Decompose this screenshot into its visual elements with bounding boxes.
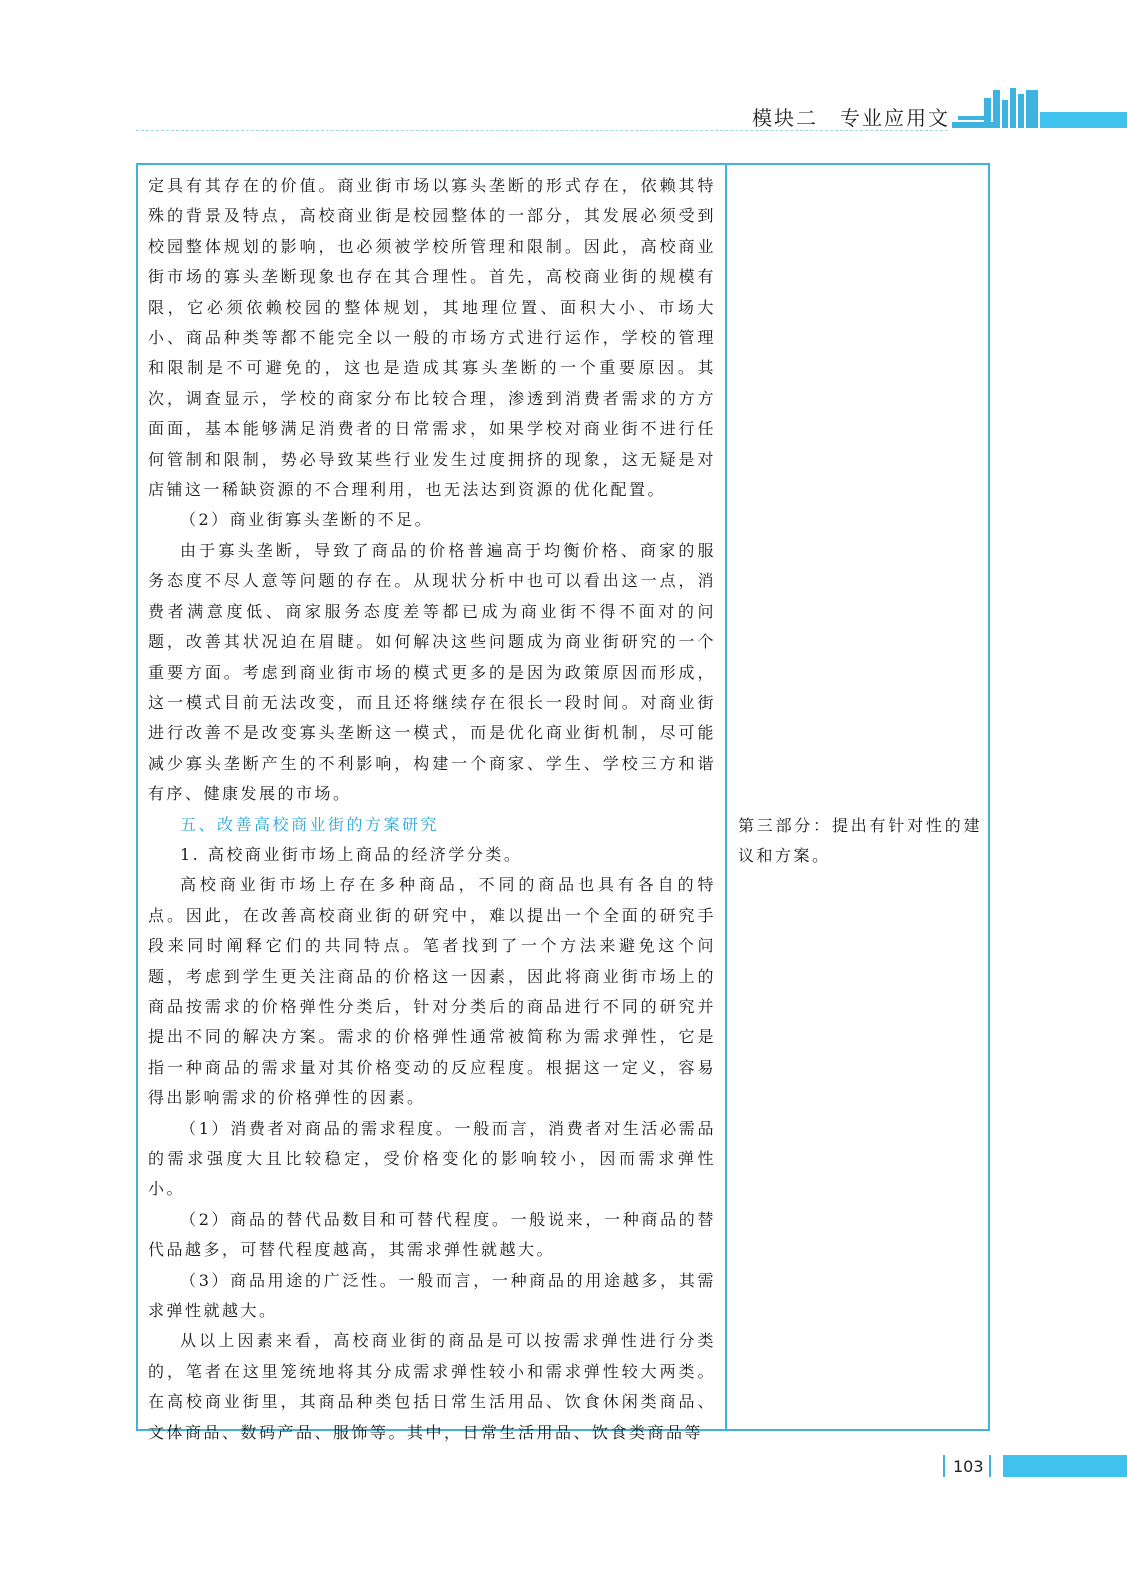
- paragraph: 定具有其存在的价值。商业街市场以寡头垄断的形式存在，依赖其特殊的背景及特点，高校商业街是校园整体的一部分，其发展必须受到校园整体规划的影响，也必须被学校所管理和限制。因此，高校商业街市场的寡头垄断现象也存在其合理性。首先，高校商业街的规模有限，它必须依赖校园的整体规划，其地理位置、面积大小、市场大小、商品种类等都不能完全以一般的市场方式进行运作，学校的管理和限制是不可避免的，这也是造成其寡头垄断的一个重要原因。其次，调查显示，学校的商家分布比较合理，渗透到消费者需求的方方面面，基本能够满足消费者的日常需求，如果学校对商业街不进行任何管制和限制，势必导致某些行业发生过度拥挤的现象，这无疑是对店铺这一稀缺资源的不合理利用，也无法达到资源的优化配置。: [148, 176, 716, 500]
- list-item: （2）商品的替代品数目和可替代程度。一般说来，一种商品的替代品越多，可替代程度越高，其需求弹性就越大。: [148, 1209, 716, 1260]
- paragraph: 高校商业街市场上存在多种商品，不同的商品也具有各自的特点。因此，在改善高校商业街的研究中，难以提出一个全面的研究手段来同时阐释它们的共同特点。笔者找到了一个方法来避免这个问题，考虑到学生更关注商品的价格这一因素，因此将商业街市场上的商品按需求的价格弹性分类后，针对分类后的商品进行不同的研究并提出不同的解决方案。需求的价格弹性通常被简称为需求弹性，它是指一种商品的需求量对其价格变动的反应程度。根据这一定义，容易得出影响需求的价格弹性的因素。: [148, 875, 716, 1108]
- paragraph: 由于寡头垄断，导致了商品的价格普遍高于均衡价格、商家的服务态度不尽人意等问题的存在。从现状分析中也可以看出这一点，消费者满意度低、商家服务态度差等都已成为商业街不得不面对的问题，改善其状况迫在眉睫。如何解决这些问题成为商业街研究的一个重要方面。考虑到商业街市场的模式更多的是因为政策原因而形成，这一模式目前无法改变，而且还将继续存在很长一段时间。对商业街进行改善不是改变寡头垄断这一模式，而是优化商业街机制，尽可能减少寡头垄断产生的不利影响，构建一个商家、学生、学校三方和谐有序、健康发展的市场。: [148, 540, 716, 804]
- column-divider: [725, 163, 727, 1431]
- main-column: [148, 171, 716, 1448]
- list-item: （3）商品用途的广泛性。一般而言，一种商品的用途越多，其需求弹性就越大。: [148, 1270, 716, 1321]
- books-decoration-icon: [952, 86, 1127, 130]
- section-heading: 五、改善高校商业街的方案研究: [180, 814, 440, 834]
- page-number-divider: [943, 1455, 945, 1477]
- subheading: （2）商业街寡头垄断的不足。: [180, 510, 434, 530]
- list-item: （1）消费者对商品的需求程度。一般而言，消费者对生活必需品的需求强度大且比较稳定，受价格变化的影响较小，因而需求弹性小。: [148, 1118, 716, 1199]
- subheading: 1. 高校商业街市场上商品的经济学分类。: [180, 844, 523, 864]
- paragraph: 从以上因素来看，高校商业街的商品是可以按需求弹性进行分类的，笔者在这里笼统地将其分成需求弹性较小和需求弹性较大两类。在高校商业街里，其商品种类包括日常生活用品、饮食休闲类商品、文体商品、数码产品、服饰等。其中，日常生活用品、饮食类商品等: [148, 1331, 716, 1442]
- page-number-divider: [989, 1455, 991, 1477]
- header-divider: [136, 130, 948, 131]
- page-number: 103: [953, 1457, 984, 1476]
- side-annotation: 第三部分：提出有针对性的建议和方案。: [738, 816, 982, 866]
- footer-accent-bar: [1003, 1455, 1127, 1477]
- module-title: 模块二 专业应用文: [752, 106, 950, 130]
